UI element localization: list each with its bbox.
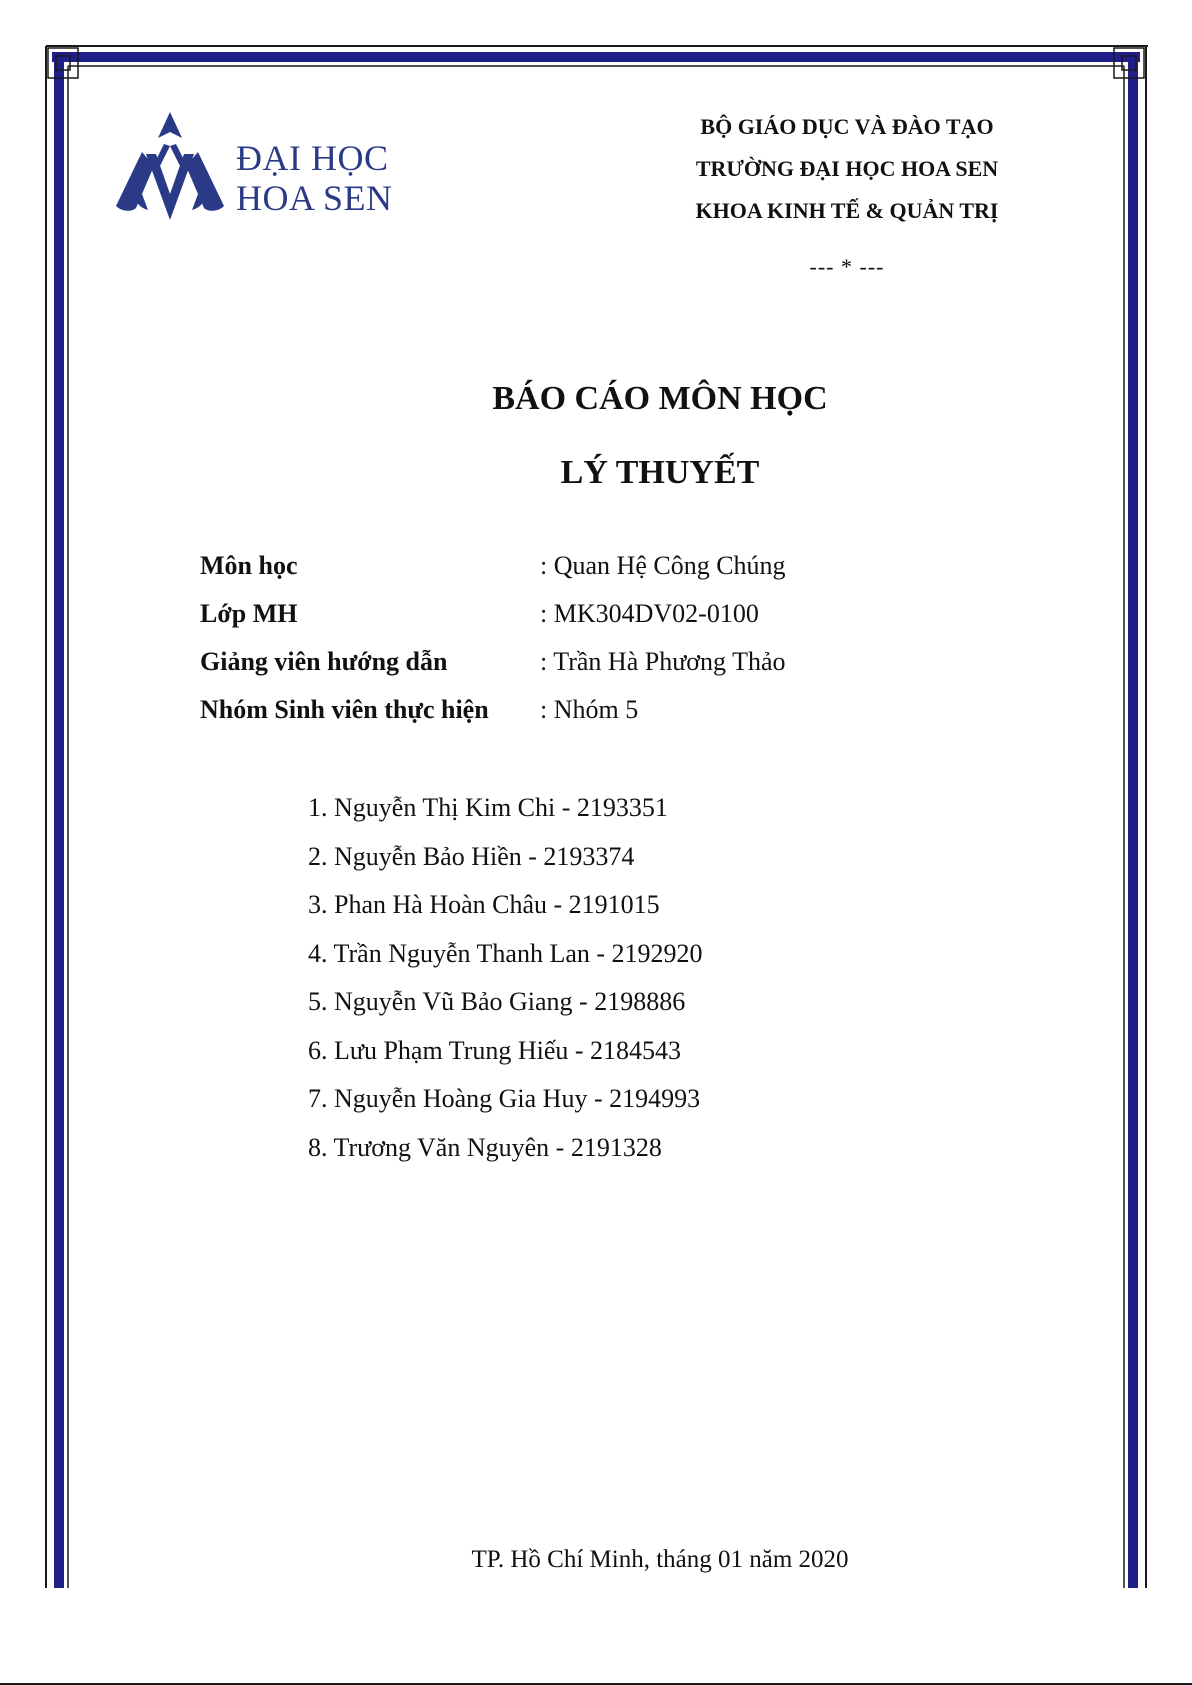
list-item: 8. Trương Văn Nguyên - 2191328	[308, 1132, 662, 1162]
list-item: 7. Nguyễn Hoàng Gia Huy - 2194993	[308, 1084, 701, 1113]
report-title-line-1: BÁO CÁO MÔN HỌC	[492, 380, 828, 417]
university-logo-text	[236, 138, 393, 218]
info-row-instructor	[200, 638, 900, 686]
list-item: 6. Lưu Phạm Trung Hiếu - 2184543	[308, 1035, 682, 1065]
ministry-name: BỘ GIÁO DỤC VÀ ĐÀO TẠO	[700, 114, 994, 139]
list-item: 5. Nguyễn Vũ Bảo Giang - 2198886	[308, 987, 686, 1016]
list-item: 1. Nguyễn Thị Kim Chi - 2193351	[308, 793, 668, 822]
info-label: Nhóm Sinh viên thực hiện	[200, 695, 489, 724]
logo-line-2: HOA SEN	[236, 178, 393, 218]
list-item: 2. Nguyễn Bảo Hiền - 2193374	[308, 841, 635, 871]
info-label: Lớp MH	[200, 599, 298, 628]
list-item: 4. Trần Nguyễn Thanh Lan - 2192920	[308, 938, 703, 968]
info-value: : Nhóm 5	[540, 695, 639, 724]
info-label: Môn học	[200, 551, 298, 580]
info-value: : MK304DV02-0100	[540, 599, 759, 628]
info-row-class	[200, 590, 900, 638]
institution-header	[660, 106, 1034, 288]
header-separator: --- * ---	[809, 254, 885, 279]
hoa-sen-lotus-mark-icon	[112, 108, 228, 224]
logo-line-1: ĐẠI HỌC	[236, 138, 389, 178]
list-item: 3. Phan Hà Hoàn Châu - 2191015	[308, 890, 660, 919]
place-date: TP. Hồ Chí Minh, tháng 01 năm 2020	[471, 1546, 849, 1573]
report-title-line-2: LÝ THUYẾT	[560, 454, 760, 491]
university-logo	[112, 108, 422, 224]
info-label: Giảng viên hướng dẫn	[200, 647, 448, 676]
info-row-group	[200, 686, 900, 734]
course-info	[200, 542, 900, 734]
group-members-list	[308, 784, 703, 1172]
info-value: : Quan Hệ Công Chúng	[540, 551, 786, 580]
faculty-name: KHOA KINH TẾ & QUẢN TRỊ	[695, 198, 999, 223]
info-row-subject	[200, 542, 900, 590]
report-title	[360, 362, 960, 510]
university-name: TRƯỜNG ĐẠI HỌC HOA SEN	[695, 156, 999, 181]
info-value: : Trần Hà Phương Thảo	[540, 647, 786, 676]
